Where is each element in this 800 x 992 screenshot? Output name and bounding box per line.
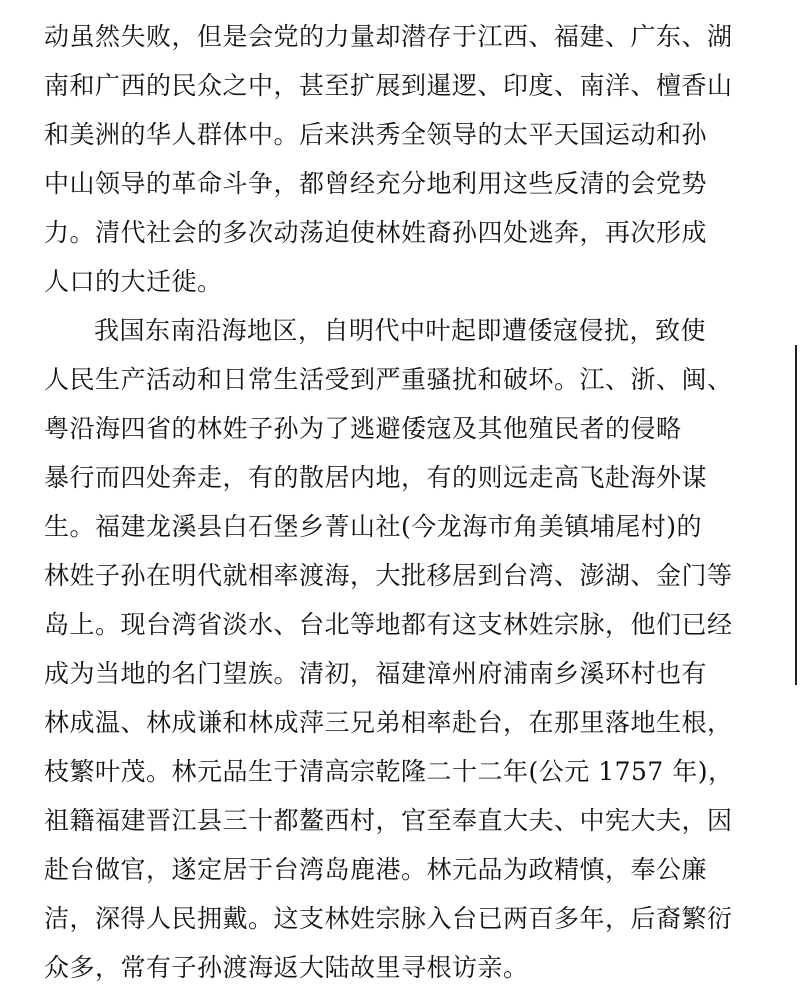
text-line: 人口的大迁徙。 bbox=[44, 267, 223, 296]
document-page bbox=[44, 12, 784, 992]
text-line: 枝繁叶茂。林元品生于清高宗乾隆二十二年(公元 1757 年)， bbox=[44, 757, 734, 786]
text-line: 粤沿海四省的林姓子孙为了逃避倭寇及其他殖民者的侵略 bbox=[44, 414, 682, 443]
paragraph-1 bbox=[44, 12, 784, 306]
text-line: 中山领导的革命斗争，都曾经充分地利用这些反清的会党势 bbox=[44, 169, 708, 198]
paragraph-2 bbox=[44, 306, 784, 992]
text-line: 洁，深得人民拥戴。这支林姓宗脉入台已两百多年，后裔繁衍 bbox=[44, 904, 733, 933]
text-line: 南和广西的民众之中，甚至扩展到暹逻、印度、南洋、檀香山 bbox=[44, 71, 733, 100]
text-line: 众多，常有子孙渡海返大陆故里寻根访亲。 bbox=[44, 953, 529, 982]
text-line: 和美洲的华人群体中。后来洪秀全领导的太平天国运动和孙 bbox=[44, 120, 708, 149]
text-line: 赴台做官，遂定居于台湾岛鹿港。林元品为政精慎，奉公廉 bbox=[44, 855, 708, 884]
scan-margin-rule bbox=[795, 345, 797, 685]
text-line: 暴行而四处奔走，有的散居内地，有的则远走高飞赴海外谋 bbox=[44, 463, 708, 492]
text-line: 岛上。现台湾省淡水、台北等地都有这支林姓宗脉，他们已经 bbox=[44, 610, 733, 639]
text-line: 动虽然失败，但是会党的力量却潜存于江西、福建、广东、湖 bbox=[44, 22, 733, 51]
text-line: 生。福建龙溪县白石堡乡菁山社(今龙海市角美镇埔尾村)的 bbox=[44, 512, 703, 541]
text-line: 成为当地的名门望族。清初，福建漳州府浦南乡溪环村也有 bbox=[44, 659, 708, 688]
text-line: 林成温、林成谦和林成萍三兄弟相率赴台，在那里落地生根， bbox=[44, 708, 733, 737]
text-line: 力。清代社会的多次动荡迫使林姓裔孙四处逃奔，再次形成 bbox=[44, 218, 708, 247]
text-line: 人民生产活动和日常生活受到严重骚扰和破坏。江、浙、闽、 bbox=[44, 365, 733, 394]
text-line: 祖籍福建晋江县三十都鳌西村，官至奉直大夫、中宪大夫，因 bbox=[44, 806, 733, 835]
text-line: 林姓子孙在明代就相率渡海，大批移居到台湾、澎湖、金门等 bbox=[44, 561, 733, 590]
text-line: 我国东南沿海地区，自明代中叶起即遭倭寇侵扰，致使 bbox=[94, 316, 707, 345]
